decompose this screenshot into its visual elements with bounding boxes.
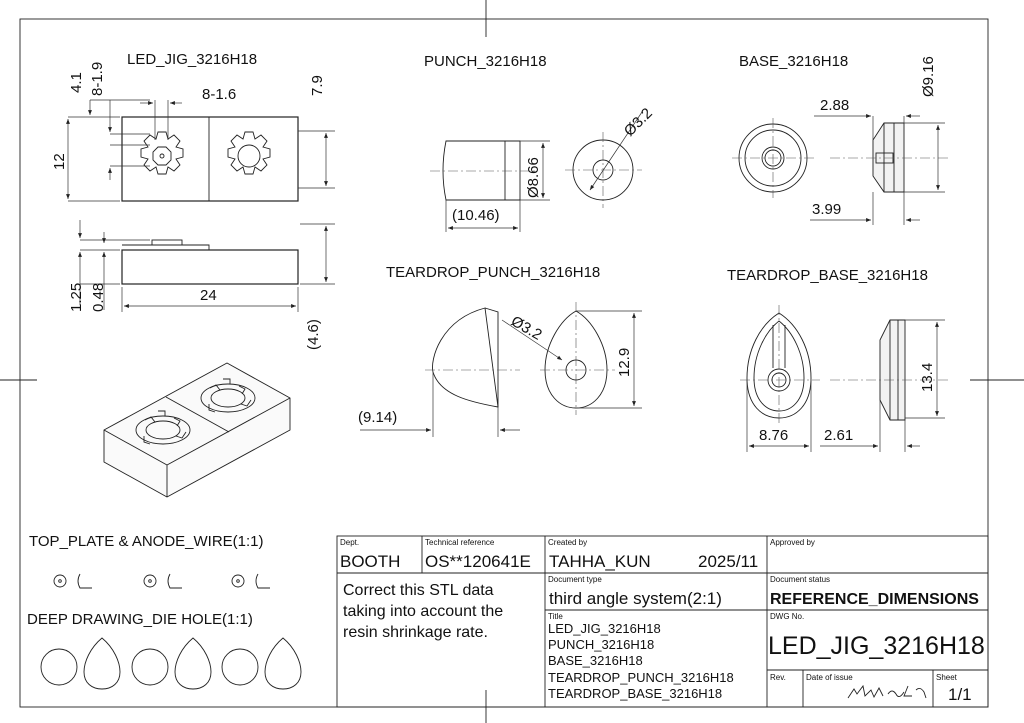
techref-label: Technical reference	[425, 538, 495, 547]
teardrop-base-view	[727, 267, 950, 452]
punch-title: PUNCH_3216H18	[424, 53, 547, 70]
dim-led-jig-8-1-9: 8-1.9	[89, 61, 106, 96]
base-front	[732, 118, 815, 198]
led-jig-side-body	[122, 250, 298, 284]
title-line-5: TEARDROP_BASE_3216H18	[548, 686, 723, 701]
dim-led-jig-0-48: 0.48	[90, 282, 107, 312]
teardrop-base-title: TEARDROP_BASE_3216H18	[727, 267, 928, 284]
title-line-2: PUNCH_3216H18	[548, 637, 655, 652]
dwgno-label: DWG No.	[770, 612, 805, 621]
docstatus-label: Document status	[770, 575, 831, 584]
dim-teardrop-base-13-4: 13.4	[919, 362, 936, 392]
dim-punch-dia-3-2: Ø3.2	[620, 104, 656, 140]
dim-teardrop-base-8-76: 8.76	[759, 427, 789, 444]
teardrop-punch-title: TEARDROP_PUNCH_3216H18	[386, 264, 601, 281]
base-view	[732, 53, 950, 225]
dim-base-3-99: 3.99	[812, 201, 842, 218]
dim-teardrop-punch-9-14: (9.14)	[358, 409, 398, 426]
dim-led-jig-12: 12	[51, 153, 68, 170]
approved-label: Approved by	[770, 538, 815, 547]
dim-teardrop-punch-12-9: 12.9	[616, 347, 633, 377]
base-side	[830, 123, 950, 192]
die-hole-view	[27, 611, 301, 689]
teardrop-punch-view	[358, 264, 642, 437]
led-jig-title: LED_JIG_3216H18	[127, 51, 258, 68]
led-jig-isometric	[104, 363, 290, 497]
base-title: BASE_3216H18	[739, 53, 849, 70]
dim-punch-10-46: (10.46)	[452, 207, 500, 224]
docstatus-value: REFERENCE_DIMENSIONS	[770, 591, 979, 608]
dwgno-value: LED_JIG_3216H18	[768, 632, 985, 660]
die-hole-title: DEEP DRAWING_DIE HOLE(1:1)	[27, 611, 253, 628]
created-value: TAHHA_KUN	[549, 552, 651, 571]
note-line-1: Correct this STL data	[343, 582, 494, 599]
title-line-3: BASE_3216H18	[548, 653, 643, 668]
dim-punch-dia-8-66: Ø8.66	[525, 157, 542, 198]
title-line-1: LED_JIG_3216H18	[548, 621, 661, 636]
note-line-3: resin shrinkage rate.	[343, 624, 488, 641]
created-date: 2025/11	[698, 552, 759, 571]
sheet-value: 1/1	[948, 685, 972, 704]
dim-teardrop-punch-dia-3-2: Ø3.2	[508, 312, 545, 344]
techref-value: OS**120641E	[425, 552, 531, 571]
dim-led-jig-8-1-6: 8-1.6	[202, 86, 237, 103]
signature	[848, 686, 926, 698]
rev-label: Rev.	[770, 673, 786, 682]
sheet-label: Sheet	[936, 673, 957, 682]
dim-led-jig-7-9: 7.9	[309, 75, 326, 96]
dim-led-jig-4-6: (4.6)	[305, 319, 322, 350]
top-plate-view	[29, 533, 270, 588]
title-line-4: TEARDROP_PUNCH_3216H18	[548, 670, 734, 685]
dim-base-dia-9-16: Ø9.16	[920, 56, 937, 97]
dim-led-jig-1-25: 1.25	[68, 282, 85, 312]
dim-teardrop-base-2-61: 2.61	[824, 427, 854, 444]
created-label: Created by	[548, 538, 588, 547]
punch-view	[424, 53, 656, 232]
title-block	[337, 536, 988, 707]
dept-label: Dept.	[340, 538, 360, 547]
dim-led-jig-4-1: 4.1	[68, 72, 85, 93]
top-plate-title: TOP_PLATE & ANODE_WIRE(1:1)	[29, 533, 264, 550]
dim-led-jig-24: 24	[200, 287, 217, 304]
gear-hole-left	[141, 132, 183, 174]
doctype-value: third angle system(2:1)	[549, 589, 722, 608]
teardrop-base-front	[740, 305, 820, 425]
gear-hole-right	[228, 132, 270, 174]
punch-side	[430, 141, 535, 200]
dept-value: BOOTH	[340, 552, 401, 571]
led-jig-view	[51, 51, 335, 497]
note-line-2: taking into account the	[343, 603, 504, 620]
dim-base-2-88: 2.88	[820, 97, 850, 114]
issue-label: Date of issue	[806, 673, 853, 682]
title-label: Title	[548, 612, 563, 621]
doctype-label: Document type	[548, 575, 602, 584]
